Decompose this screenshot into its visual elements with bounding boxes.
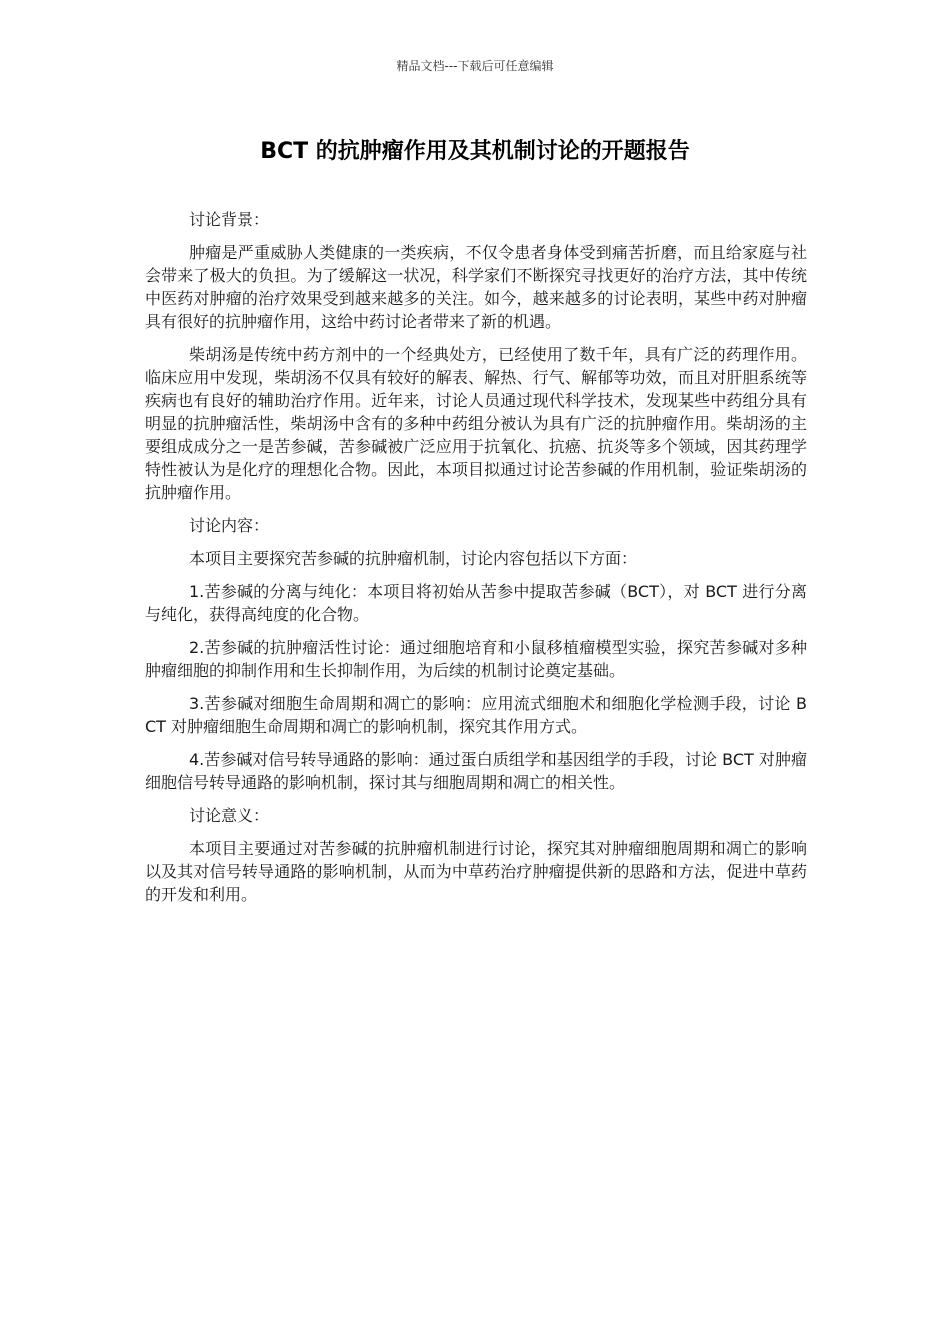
list-item-1: 1.苦参碱的分离与纯化：本项目将初始从苦参中提取苦参碱（BCT），对 BCT 进行分离与纯化，获得高纯度的化合物。 bbox=[145, 582, 807, 624]
document-body bbox=[145, 208, 807, 916]
page-header-watermark: 精品文档---下载后可任意编辑 bbox=[396, 59, 554, 73]
section-heading-significance: 讨论意义： bbox=[189, 806, 270, 825]
list-item-2: 2.苦参碱的抗肿瘤活性讨论：通过细胞培育和小鼠移植瘤模型实验，探究苦参碱对多种肿瘤细胞的抑制作用和生长抑制作用，为后续的机制讨论奠定基础。 bbox=[145, 638, 807, 680]
paragraph-significance: 本项目主要通过对苦参碱的抗肿瘤机制进行讨论，探究其对肿瘤细胞周期和凋亡的影响以及其对信号转导通路的影响机制，从而为中草药治疗肿瘤提供新的思路和方法，促进中草药的开发和利用。 bbox=[145, 839, 807, 904]
list-item-3: 3.苦参碱对细胞生命周期和凋亡的影响：应用流式细胞术和细胞化学检测手段，讨论 BCT 对肿瘤细胞生命周期和凋亡的影响机制，探究其作用方式。 bbox=[145, 694, 807, 736]
section-heading-background: 讨论背景： bbox=[189, 210, 270, 229]
document-title: BCT 的抗肿瘤作用及其机制讨论的开题报告 bbox=[260, 139, 690, 164]
paragraph-background-2: 柴胡汤是传统中药方剂中的一个经典处方，已经使用了数千年，具有广泛的药理作用。临床应用中发现，柴胡汤不仅具有较好的解表、解热、行气、解郁等功效，而且对肝胆系统等疾病也有良好的辅助治疗作用。近年来，讨论人员通过现代科学技术，发现某些中药组分具有明显的抗肿瘤活性，柴胡汤中含有的多种中药组分被认为具有广泛的抗肿瘤作用。柴胡汤的主要组成成分之一是苦参碱，苦参碱被广泛应用于抗氧化、抗癌、抗炎等多个领域，因其药理学特性被认为是化疗的理想化合物。因此，本项目拟通过讨论苦参碱的作用机制，验证柴胡汤的抗肿瘤作用。 bbox=[145, 345, 807, 502]
paragraph-content-intro: 本项目主要探究苦参碱的抗肿瘤机制，讨论内容包括以下方面： bbox=[189, 549, 638, 568]
paragraph-background-1: 肿瘤是严重威胁人类健康的一类疾病，不仅令患者身体受到痛苦折磨，而且给家庭与社会带来了极大的负担。为了缓解这一状况，科学家们不断探究寻找更好的治疗方法，其中传统中医药对肿瘤的治疗效果受到越来越多的关注。如今，越来越多的讨论表明，某些中药对肿瘤具有很好的抗肿瘤作用，这给中药讨论者带来了新的机遇。 bbox=[145, 243, 807, 331]
list-item-4: 4.苦参碱对信号转导通路的影响：通过蛋白质组学和基因组学的手段，讨论 BCT 对肿瘤细胞信号转导通路的影响机制，探讨其与细胞周期和凋亡的相关性。 bbox=[145, 750, 807, 792]
section-heading-content: 讨论内容： bbox=[189, 516, 270, 535]
